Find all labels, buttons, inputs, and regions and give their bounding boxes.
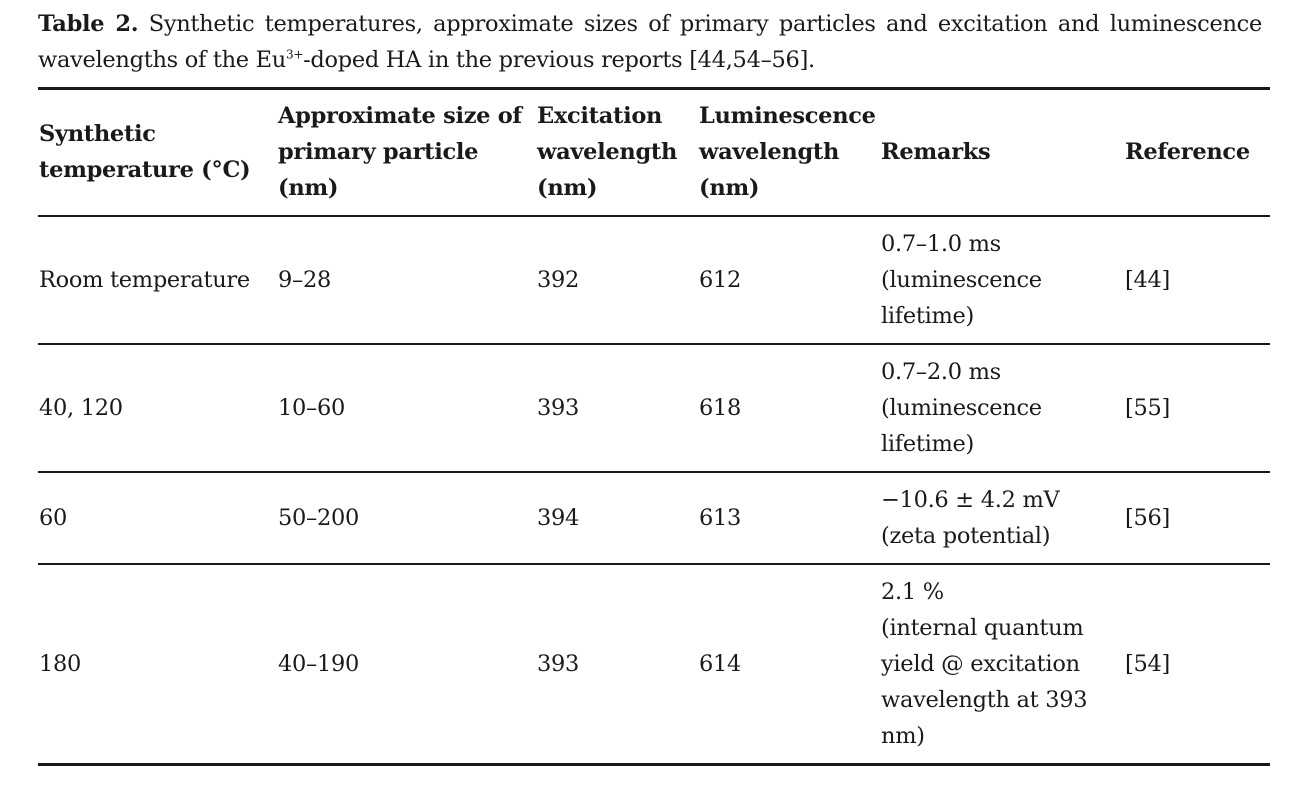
- caption-text-2: -doped HA in the previous reports [44,54–56].: [303, 47, 815, 73]
- cell-reference: [56]: [1125, 504, 1170, 531]
- table-row: [38, 564, 1270, 765]
- cell-remarks: 2.1 % (internal quantum yield @ excitation wavelength at 393 nm): [881, 578, 1088, 749]
- table-caption: [38, 6, 1262, 78]
- cell-excitation: 393: [537, 650, 580, 677]
- table-body: [38, 216, 1270, 765]
- cell-size: 10–60: [278, 394, 346, 421]
- cell-luminescence: 612: [699, 266, 742, 293]
- header-reference: Reference: [1125, 139, 1250, 166]
- table-row: [38, 344, 1270, 472]
- cell-excitation: 392: [537, 266, 580, 293]
- cell-size: 9–28: [278, 266, 331, 293]
- cell-temperature: 180: [39, 650, 82, 677]
- cell-temperature: 40, 120: [39, 394, 123, 421]
- cell-remarks: 0.7–2.0 ms (luminescence lifetime): [881, 358, 1042, 457]
- data-table: [38, 87, 1270, 766]
- cell-luminescence: 613: [699, 504, 742, 531]
- cell-temperature: Room temperature: [39, 266, 250, 293]
- header-temperature: Synthetic temperature (°C): [39, 121, 251, 184]
- cell-excitation: 393: [537, 394, 580, 421]
- caption-superscript: 3+: [285, 47, 304, 62]
- cell-excitation: 394: [537, 504, 580, 531]
- caption-text-1: Synthetic temperatures, approximate sizes of primary particles and excitation and luminescence wavelengths of the Eu: [38, 11, 1262, 73]
- cell-reference: [44]: [1125, 266, 1170, 293]
- cell-luminescence: 618: [699, 394, 742, 421]
- cell-luminescence: 614: [699, 650, 742, 677]
- cell-reference: [54]: [1125, 650, 1170, 677]
- cell-size: 40–190: [278, 650, 360, 677]
- table-header: [38, 89, 1270, 216]
- table-row: [38, 472, 1270, 564]
- header-remarks: Remarks: [881, 139, 991, 166]
- cell-reference: [55]: [1125, 394, 1170, 421]
- cell-remarks: 0.7–1.0 ms (luminescence lifetime): [881, 230, 1042, 329]
- cell-size: 50–200: [278, 504, 360, 531]
- header-luminescence: Luminescence wavelength (nm): [699, 103, 876, 202]
- header-excitation: Excitation wavelength (nm): [537, 103, 678, 202]
- header-size: Approximate size of primary particle (nm): [278, 103, 522, 202]
- table-label: Table 2.: [38, 11, 139, 37]
- table-row: [38, 216, 1270, 344]
- cell-remarks: −10.6 ± 4.2 mV (zeta potential): [881, 486, 1060, 549]
- cell-temperature: 60: [39, 504, 68, 531]
- header-row: [38, 89, 1270, 216]
